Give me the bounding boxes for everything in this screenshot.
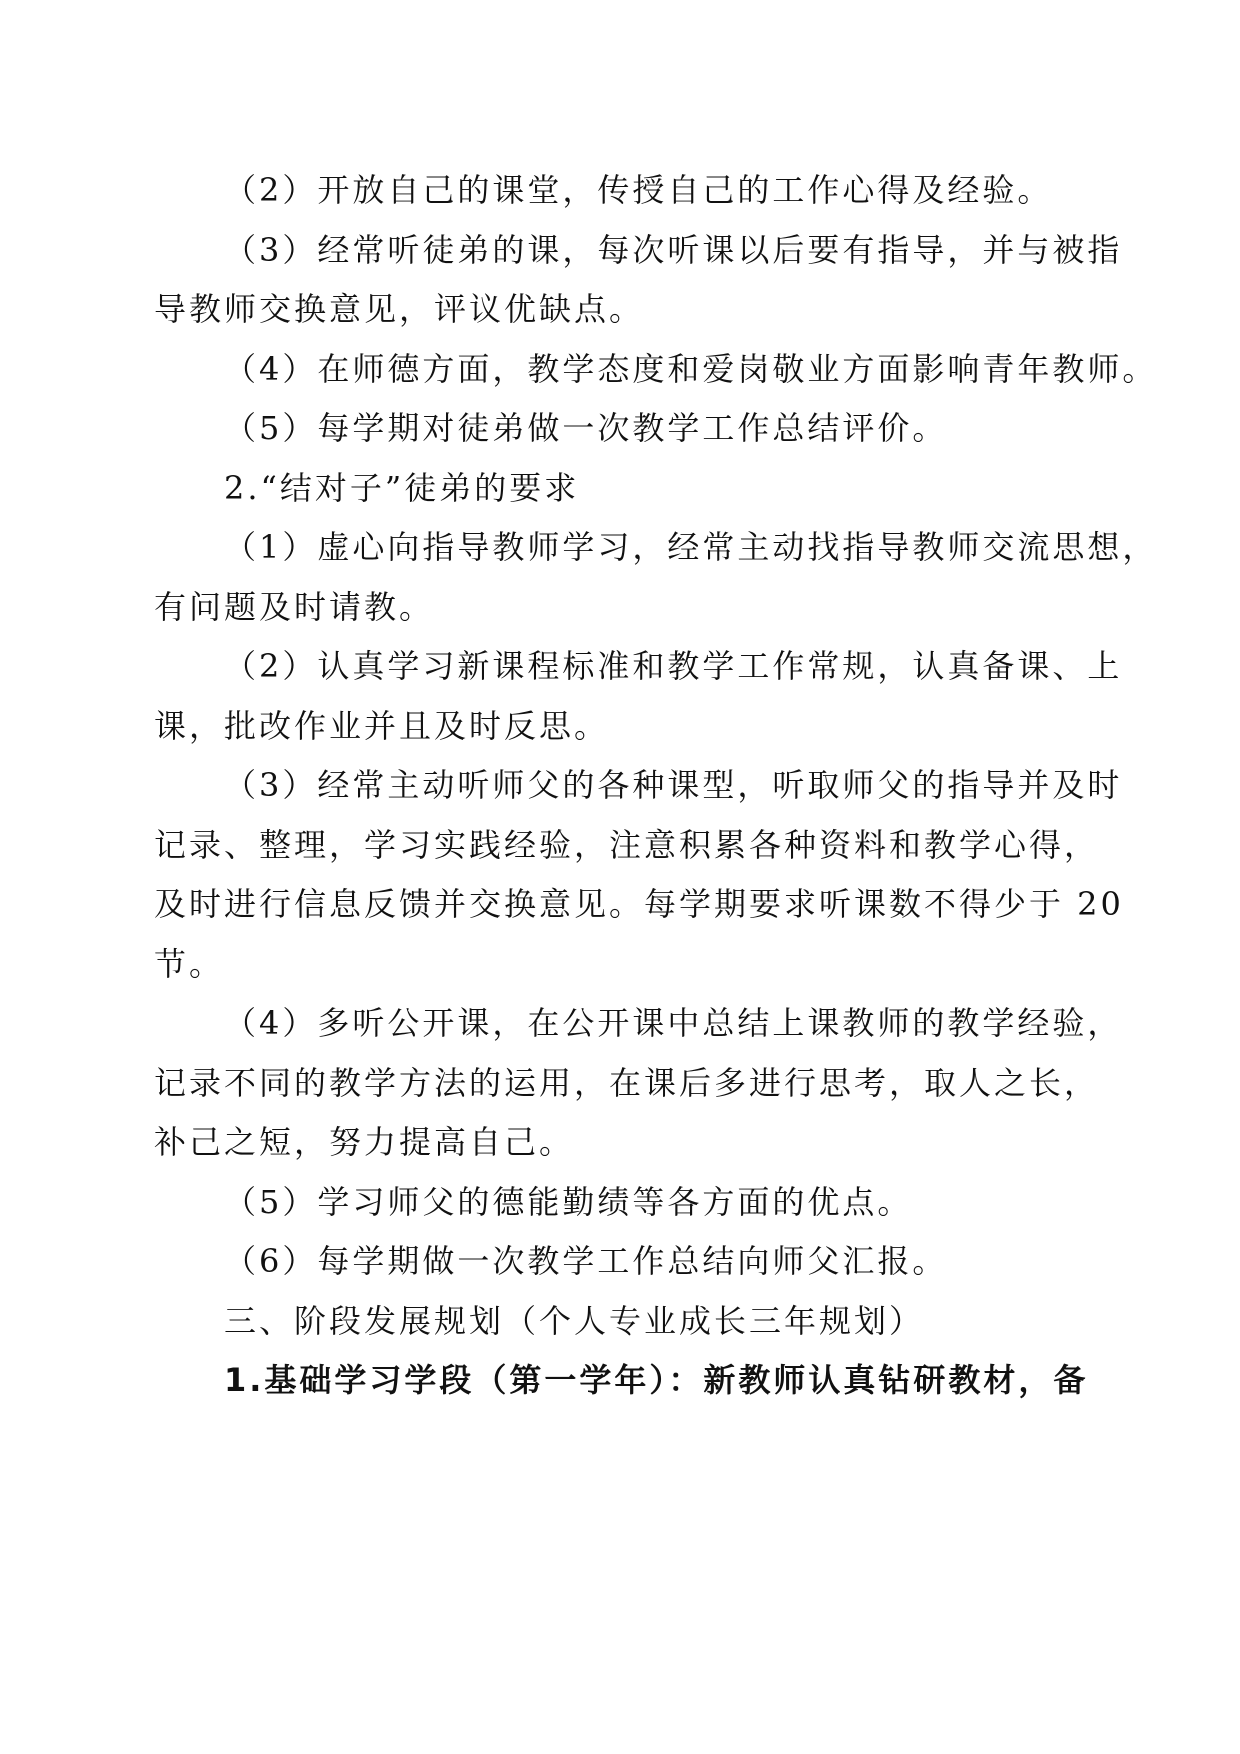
para-master-4: （4）在师德方面，教学态度和爱岗敬业方面影响青年教师。 bbox=[224, 350, 1158, 388]
bold-para-stage-1: 1.基础学习学段（第一学年）：新教师认真钻研教材，备 bbox=[224, 1361, 1089, 1399]
para-apprentice-3-line2: 记录、整理，学习实践经验，注意积累各种资料和教学心得， bbox=[154, 826, 1100, 864]
para-apprentice-5: （5）学习师父的德能勤绩等各方面的优点。 bbox=[224, 1183, 913, 1221]
para-apprentice-3-line3: 及时进行信息反馈并交换意见。每学期要求听课数不得少于 20 bbox=[154, 885, 1124, 923]
para-master-5: （5）每学期对徒弟做一次教学工作总结评价。 bbox=[224, 409, 948, 447]
para-master-2: （2）开放自己的课堂，传授自己的工作心得及经验。 bbox=[224, 171, 1053, 209]
para-apprentice-1-line2: 有问题及时请教。 bbox=[154, 588, 435, 626]
para-master-3-line1: （3）经常听徒弟的课，每次听课以后要有指导，并与被指 bbox=[224, 231, 1123, 269]
section-heading-three: 三、阶段发展规划（个人专业成长三年规划） bbox=[224, 1302, 925, 1340]
para-master-3-line2: 导教师交换意见，评议优缺点。 bbox=[154, 290, 645, 328]
para-apprentice-2-line1: （2）认真学习新课程标准和教学工作常规，认真备课、上 bbox=[224, 647, 1123, 685]
para-apprentice-3-line4: 节。 bbox=[154, 945, 225, 983]
para-apprentice-1-line1: （1）虚心向指导教师学习，经常主动找指导教师交流思想， bbox=[224, 528, 1158, 566]
para-apprentice-4-line1: （4）多听公开课，在公开课中总结上课教师的教学经验， bbox=[224, 1004, 1123, 1042]
para-apprentice-4-line3: 补己之短，努力提高自己。 bbox=[154, 1123, 575, 1161]
subheading-apprentice-requirements: 2.“结对子”徒弟的要求 bbox=[224, 469, 580, 507]
para-apprentice-3-line1: （3）经常主动听师父的各种课型，听取师父的指导并及时 bbox=[224, 766, 1123, 804]
para-apprentice-4-line2: 记录不同的教学方法的运用，在课后多进行思考，取人之长， bbox=[154, 1064, 1100, 1102]
para-apprentice-6: （6）每学期做一次教学工作总结向师父汇报。 bbox=[224, 1242, 948, 1280]
para-apprentice-2-line2: 课，批改作业并且及时反思。 bbox=[154, 707, 610, 745]
